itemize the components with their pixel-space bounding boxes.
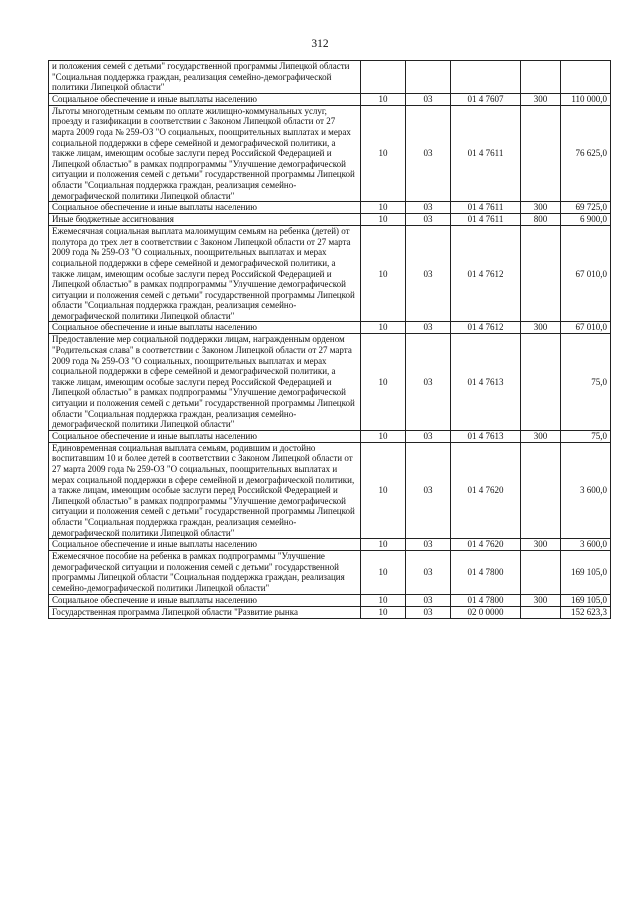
row-expense-type: 300 [521,93,561,105]
table-row [49,551,611,594]
row-name: Социальное обеспечение и иные выплаты населению [49,594,361,606]
row-section: 10 [361,226,406,322]
row-amount: 169 105,0 [561,551,611,594]
row-amount [561,61,611,94]
row-section: 10 [361,334,406,430]
table-row [49,61,611,94]
row-expense-type: 300 [521,539,561,551]
row-name: Иные бюджетные ассигнования [49,214,361,226]
row-target-code: 01 4 7620 [451,442,521,538]
row-expense-type: 300 [521,322,561,334]
row-subsection: 03 [406,93,451,105]
row-expense-type [521,61,561,94]
row-amount: 169 105,0 [561,594,611,606]
row-target-code: 02 0 0000 [451,606,521,618]
row-amount: 6 900,0 [561,214,611,226]
row-amount: 67 010,0 [561,322,611,334]
table-row [49,202,611,214]
row-amount: 76 625,0 [561,105,611,201]
row-name: Ежемесячная социальная выплата малоимущим семьям на ребенка (детей) от полутора до трех лет в соответствии с Законом Липецкой области от 27 марта 2009 года № 259-ОЗ "О социальных, поощрительных выплатах и мерах социальной поддержки в сфере семейной и демографической политики, а также лицам, имеющим особые заслуги перед Российской Федерацией и Липецкой областью" в рамках подпрограммы "Улучшение демографической ситуации и положения семей с детьми" государственной программы Липецкой области "Социальная поддержка граждан, реализация семейно-демографической политики Липецкой области" [49,226,361,322]
row-section: 10 [361,105,406,201]
table-row [49,105,611,201]
row-subsection: 03 [406,202,451,214]
row-subsection: 03 [406,430,451,442]
page-number: 312 [311,38,329,50]
row-amount: 67 010,0 [561,226,611,322]
row-expense-type [521,551,561,594]
row-expense-type [521,105,561,201]
row-subsection: 03 [406,551,451,594]
row-name: Социальное обеспечение и иные выплаты населению [49,202,361,214]
row-target-code: 01 4 7612 [451,226,521,322]
row-name: Социальное обеспечение и иные выплаты населению [49,322,361,334]
row-section: 10 [361,594,406,606]
row-section: 10 [361,606,406,618]
budget-table-body [49,61,611,619]
row-target-code: 01 4 7611 [451,214,521,226]
row-expense-type [521,334,561,430]
row-target-code: 01 4 7800 [451,594,521,606]
row-subsection: 03 [406,594,451,606]
row-expense-type: 800 [521,214,561,226]
row-name: Единовременная социальная выплата семьям, родившим и достойно воспитавшим 10 и более детей в соответствии с Законом Липецкой области от 27 марта 2009 года № 259-ОЗ "О социальных, поощрительных выплатах и мерах социальной поддержки в сфере семейной и демографической политики, а также лицам, имеющим особые заслуги перед Российской Федерацией и Липецкой областью" в рамках подпрограммы "Улучшение демографической ситуации и положения семей с детьми" государственной программы Липецкой области "Социальная поддержка граждан, реализация семейно-демографической политики Липецкой области" [49,442,361,538]
row-amount: 75,0 [561,334,611,430]
row-section [361,61,406,94]
row-expense-type: 300 [521,594,561,606]
row-amount: 110 000,0 [561,93,611,105]
row-expense-type [521,226,561,322]
row-section: 10 [361,202,406,214]
row-subsection: 03 [406,214,451,226]
row-name: Социальное обеспечение и иные выплаты населению [49,93,361,105]
row-target-code [451,61,521,94]
row-expense-type [521,442,561,538]
table-row [49,594,611,606]
budget-table [48,60,611,619]
row-subsection: 03 [406,606,451,618]
row-amount: 3 600,0 [561,442,611,538]
row-amount: 152 623,3 [561,606,611,618]
row-subsection: 03 [406,322,451,334]
row-target-code: 01 4 7612 [451,322,521,334]
row-amount: 69 725,0 [561,202,611,214]
row-target-code: 01 4 7620 [451,539,521,551]
row-target-code: 01 4 7611 [451,105,521,201]
table-row [49,93,611,105]
row-name: Государственная программа Липецкой области "Развитие рынка [49,606,361,618]
table-row [49,442,611,538]
row-amount: 75,0 [561,430,611,442]
row-subsection: 03 [406,226,451,322]
row-expense-type [521,606,561,618]
row-subsection: 03 [406,334,451,430]
table-row [49,539,611,551]
row-target-code: 01 4 7613 [451,334,521,430]
row-subsection: 03 [406,105,451,201]
row-subsection: 03 [406,442,451,538]
row-section: 10 [361,551,406,594]
row-target-code: 01 4 7611 [451,202,521,214]
row-expense-type: 300 [521,202,561,214]
table-row [49,322,611,334]
row-name: Социальное обеспечение и иные выплаты населению [49,430,361,442]
table-row [49,606,611,618]
row-name: Социальное обеспечение и иные выплаты населению [49,539,361,551]
row-subsection [406,61,451,94]
row-name: и положения семей с детьми" государственной программы Липецкой области "Социальная поддержка граждан, реализация семейно-демографической политики Липецкой области" [49,61,361,94]
row-amount: 3 600,0 [561,539,611,551]
table-row [49,430,611,442]
row-expense-type: 300 [521,430,561,442]
row-section: 10 [361,430,406,442]
row-section: 10 [361,93,406,105]
row-target-code: 01 4 7607 [451,93,521,105]
row-name: Предоставление мер социальной поддержки лицам, награжденным орденом "Родительская слава" в соответствии с Законом Липецкой области от 27 марта 2009 года № 259-ОЗ "О социальных, поощрительных выплатах и мерах социальной поддержки в сфере семейной и демографической политики, а также лицам, имеющим особые заслуги перед Российской Федерацией и Липецкой областью" в рамках подпрограммы "Улучшение демографической ситуации и положения семей с детьми" государственной программы Липецкой области "Социальная поддержка граждан, реализация семейно-демографической политики Липецкой области" [49,334,361,430]
table-row [49,334,611,430]
row-section: 10 [361,322,406,334]
row-name: Льготы многодетным семьям по оплате жилищно-коммунальных услуг, проезду и газификации в соответствии с Законом Липецкой области от 27 марта 2009 года № 259-ОЗ "О социальных, поощрительных выплатах и мерах социальной поддержки в сфере семейной и демографической политики, а также лицам, имеющим особые заслуги перед Российской Федерацией и Липецкой областью" в рамках подпрограммы "Улучшение демографической ситуации и положения семей с детьми" государственной программы Липецкой области "Социальная поддержка граждан, реализация семейно-демографической политики Липецкой области" [49,105,361,201]
row-target-code: 01 4 7613 [451,430,521,442]
row-section: 10 [361,214,406,226]
row-name: Ежемесячное пособие на ребенка в рамках подпрограммы "Улучшение демографической ситуации и положения семей с детьми" государственной программы Липецкой области "Социальная поддержка граждан, реализация семейно-демографической политики Липецкой области" [49,551,361,594]
table-row [49,226,611,322]
row-section: 10 [361,442,406,538]
row-target-code: 01 4 7800 [451,551,521,594]
row-section: 10 [361,539,406,551]
table-row [49,214,611,226]
row-subsection: 03 [406,539,451,551]
